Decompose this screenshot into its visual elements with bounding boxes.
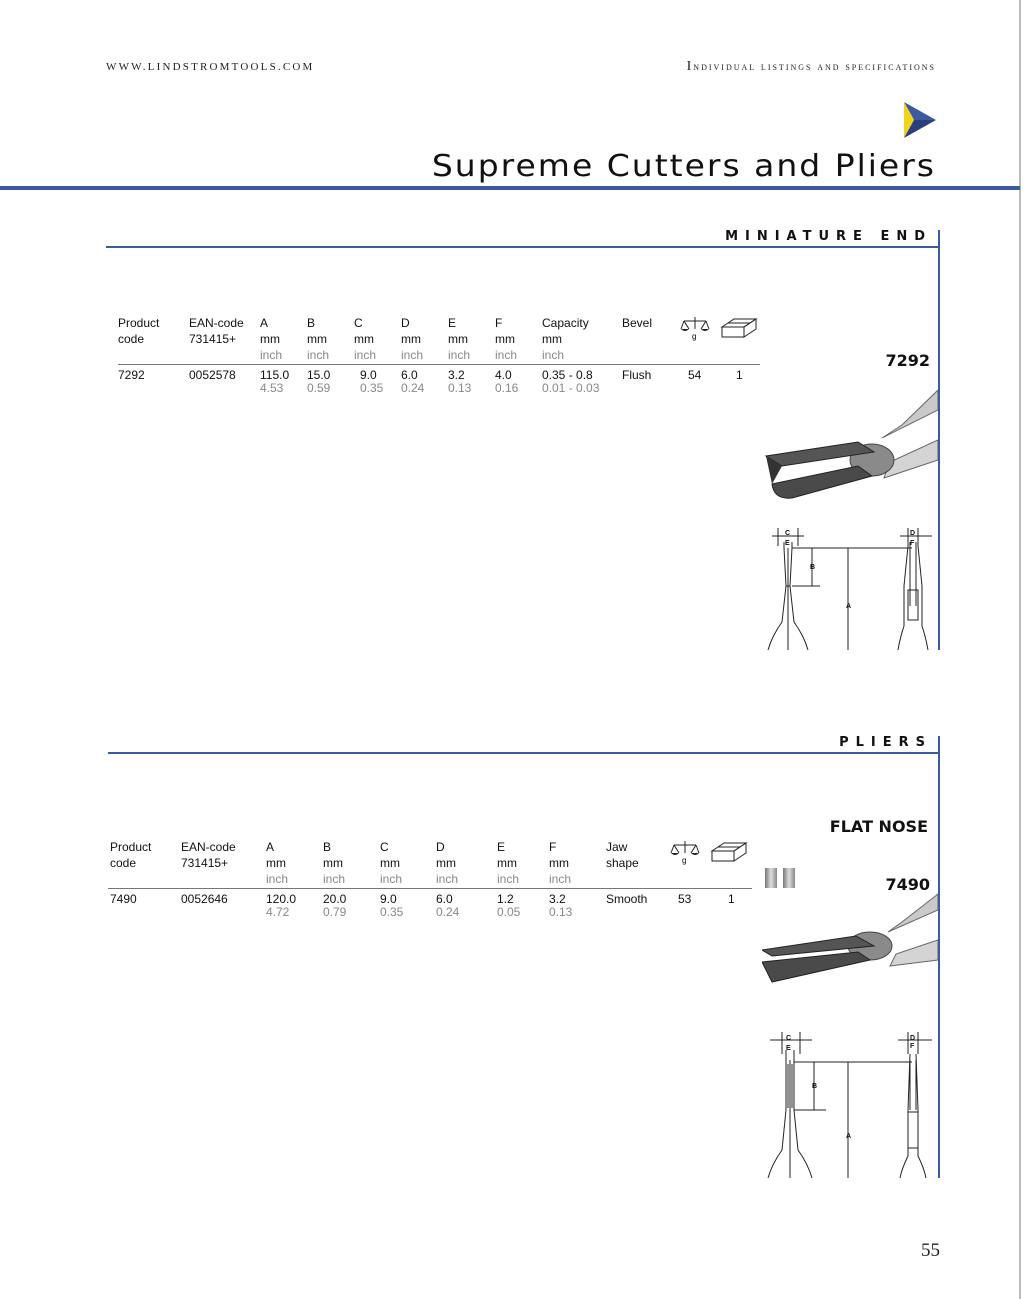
cell: 115.0 4.53 — [260, 368, 290, 395]
dimension-diagram — [762, 526, 938, 650]
col-header: Jaw shape — [606, 840, 639, 870]
spec-table — [110, 839, 750, 919]
col-header: A mm inch — [266, 840, 289, 886]
dim-label: D — [910, 1035, 916, 1042]
jaw-sample-left — [765, 868, 777, 888]
page-edge — [1019, 0, 1021, 1299]
dim-label: A — [846, 1133, 852, 1140]
cell: 6.0 0.24 — [436, 892, 460, 919]
page-number: 55 — [921, 1240, 940, 1261]
section-border — [938, 736, 940, 1178]
section-rule — [106, 246, 940, 248]
section-heading: PLIERS — [839, 735, 932, 750]
cell: 0.35 - 0.8 0.01 - 0.03 — [542, 368, 600, 395]
jaw-sample-right — [783, 868, 795, 888]
col-header — [670, 839, 710, 887]
cell: Flush — [622, 368, 652, 382]
product-name: FLAT NOSE — [829, 817, 928, 836]
col-header — [710, 839, 750, 887]
dim-label: B — [810, 564, 816, 571]
col-header: E mm inch — [497, 840, 520, 886]
dim-label: A — [846, 603, 852, 610]
section-rule — [108, 752, 940, 754]
cell: 7292 — [118, 368, 145, 382]
cell: 4.0 0.16 — [495, 368, 519, 395]
col-header — [720, 315, 760, 363]
col-header: C mm inch — [380, 840, 403, 886]
cell: 3.2 0.13 — [448, 368, 472, 395]
col-header: Bevel — [622, 316, 653, 330]
col-header: F mm inch — [549, 840, 572, 886]
cell: 54 — [688, 368, 702, 382]
cell: 1.2 0.05 — [497, 892, 521, 919]
scale-icon — [670, 839, 700, 865]
table-row — [118, 363, 760, 395]
col-header: D mm inch — [401, 316, 424, 362]
cell: 1 — [728, 892, 735, 906]
dim-label: D — [910, 530, 916, 537]
cell: Smooth — [606, 892, 648, 906]
cell: 6.0 0.24 — [401, 368, 425, 395]
scale-icon — [680, 315, 710, 341]
col-header: B mm inch — [323, 840, 346, 886]
dim-label: F — [910, 540, 915, 547]
table-header-row — [118, 315, 760, 363]
cell: 0052646 — [181, 892, 228, 906]
svg-text:g: g — [692, 332, 697, 341]
arrow-logo-icon — [900, 100, 940, 140]
col-header: A mm inch — [260, 316, 283, 362]
dim-label: B — [812, 1083, 818, 1090]
col-header: Product code — [118, 316, 160, 346]
page-title: Supreme Cutters and Pliers — [431, 147, 936, 184]
box-icon — [710, 839, 748, 865]
table-divider — [108, 888, 752, 889]
pliers-image — [762, 890, 938, 990]
cell: 1 — [736, 368, 743, 382]
table-row — [110, 887, 750, 919]
table-header-row — [110, 839, 750, 887]
title-rule — [0, 186, 1020, 190]
col-header: Product code — [110, 840, 152, 870]
product-number: 7490 — [885, 875, 930, 894]
cell: 3.2 0.13 — [549, 892, 573, 919]
col-header: C mm inch — [354, 316, 377, 362]
dim-label: E — [786, 1045, 791, 1052]
col-header: D mm inch — [436, 840, 459, 886]
box-icon — [720, 315, 758, 341]
svg-text:g: g — [682, 856, 687, 865]
cell: 53 — [678, 892, 692, 906]
dimension-diagram — [762, 1030, 938, 1178]
dim-label: F — [910, 1043, 915, 1050]
dim-label: C — [786, 1035, 792, 1042]
col-header — [680, 315, 720, 363]
product-number: 7292 — [885, 351, 930, 370]
col-header: EAN-code 731415+ — [189, 316, 244, 346]
cell: 0052578 — [189, 368, 236, 382]
col-header: Capacity mm inch — [542, 316, 589, 362]
site-url: WWW.LINDSTROMTOOLS.COM — [106, 61, 315, 73]
table-divider — [118, 364, 760, 365]
col-header: F mm inch — [495, 316, 518, 362]
col-header: B mm inch — [307, 316, 330, 362]
cell: 9.0 0.35 — [380, 892, 404, 919]
cell: 120.0 4.72 — [266, 892, 297, 919]
cell: 15.0 0.59 — [307, 368, 331, 395]
col-header: EAN-code 731415+ — [181, 840, 236, 870]
section-label: Individual listings and specifications — [686, 59, 936, 74]
dim-label: E — [785, 540, 790, 547]
section-heading: MINIATURE END — [725, 229, 932, 244]
col-header: E mm inch — [448, 316, 471, 362]
spec-table — [118, 315, 760, 395]
cell: 20.0 0.79 — [323, 892, 347, 919]
section-border — [938, 230, 940, 650]
cell: 9.0 0.35 — [360, 368, 384, 395]
cell: 7490 — [110, 892, 137, 906]
dim-label: C — [785, 530, 791, 537]
cutter-image — [762, 380, 938, 510]
